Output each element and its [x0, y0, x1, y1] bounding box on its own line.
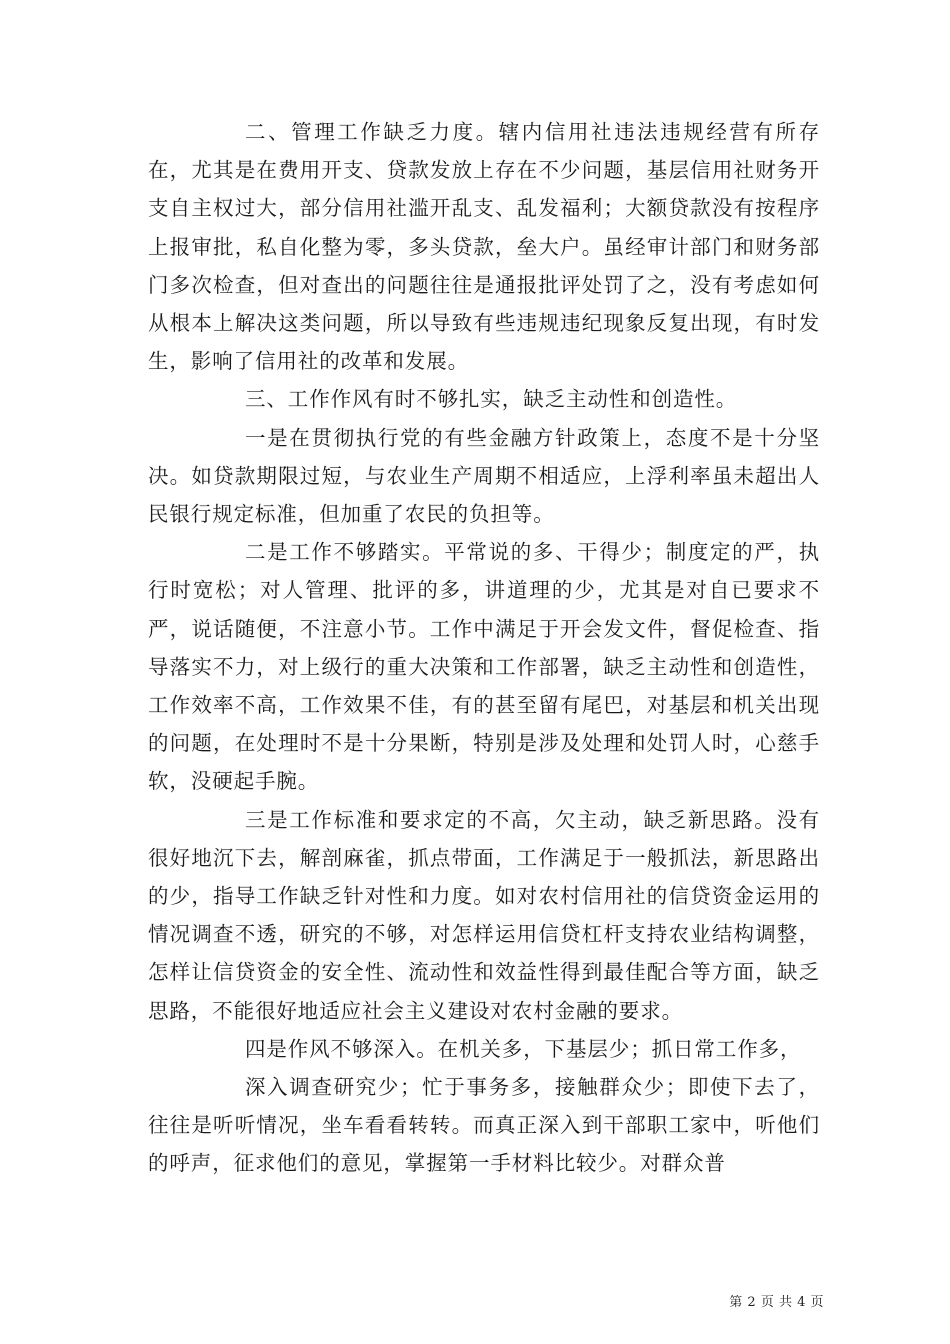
paragraph-point-four-continued: 深入调查研究少；忙于事务多，接触群众少；即使下去了，往往是听听情况，坐车看看转转。而真正深入到干部职工家中，听他们的呼声，征求他们的意见，掌握第一手材料比较少。对群众普 — [148, 1075, 820, 1176]
paragraph-point-two: 二是工作不够踏实。平常说的多、干得少；制度定的严，执行时宽松；对人管理、批评的多，讲道理的少，尤其是对自已要求不严，说话随便，不注意小节。工作中满足于开会发文件，督促检查、指导落实不力，对上级行的重大决策和工作部署，缺乏主动性和创造性，工作效率不高，工作效果不佳，有的甚至留有尾巴，对基层和机关出现的问题，在处理时不是十分果断，特别是涉及处理和处罚人时，心慈手软，没硬起手腕。 — [148, 540, 820, 794]
paragraph-management-weakness: 二、管理工作缺乏力度。辖内信用社违法违规经营有所存在，尤其是在费用开支、贷款发放上存在不少问题，基层信用社财务开支自主权过大，部分信用社滥开乱支、乱发福利；大额贷款没有按程序上报审批，私自化整为零，多头贷款，垒大户。虽经审计部门和财务部门多次检查，但对查出的问题往往是通报批评处罚了之，没有考虑如何从根本上解决这类问题，所以导致有些违规违纪现象反复出现，有时发生，影响了信用社的改革和发展。 — [148, 120, 820, 374]
paragraph-work-style-heading: 三、工作作风有时不够扎实，缺乏主动性和创造性。 — [245, 387, 738, 412]
page-number-footer: 第 2 页 共 4 页 — [729, 1295, 824, 1310]
paragraph-point-three: 三是工作标准和要求定的不高，欠主动，缺乏新思路。没有很好地沉下去，解剖麻雀，抓点带面，工作满足于一般抓法，新思路出的少，指导工作缺乏针对性和力度。如对农村信用社的信贷资金运用的情况调查不透，研究的不够，对怎样运用信贷杠杆支持农业结构调整，怎样让信贷资金的安全性、流动性和效益性得到最佳配合等方面，缺乏思路，不能很好地适应社会主义建设对农村金融的要求。 — [148, 807, 820, 1023]
document-body — [148, 113, 820, 1183]
paragraph-point-four: 四是作风不够深入。在机关多，下基层少；抓日常工作多， — [245, 1036, 802, 1061]
paragraph-point-one: 一是在贯彻执行党的有些金融方针政策上，态度不是十分坚决。如贷款期限过短，与农业生产周期不相适应，上浮利率虽未超出人民银行规定标准，但加重了农民的负担等。 — [148, 425, 820, 527]
